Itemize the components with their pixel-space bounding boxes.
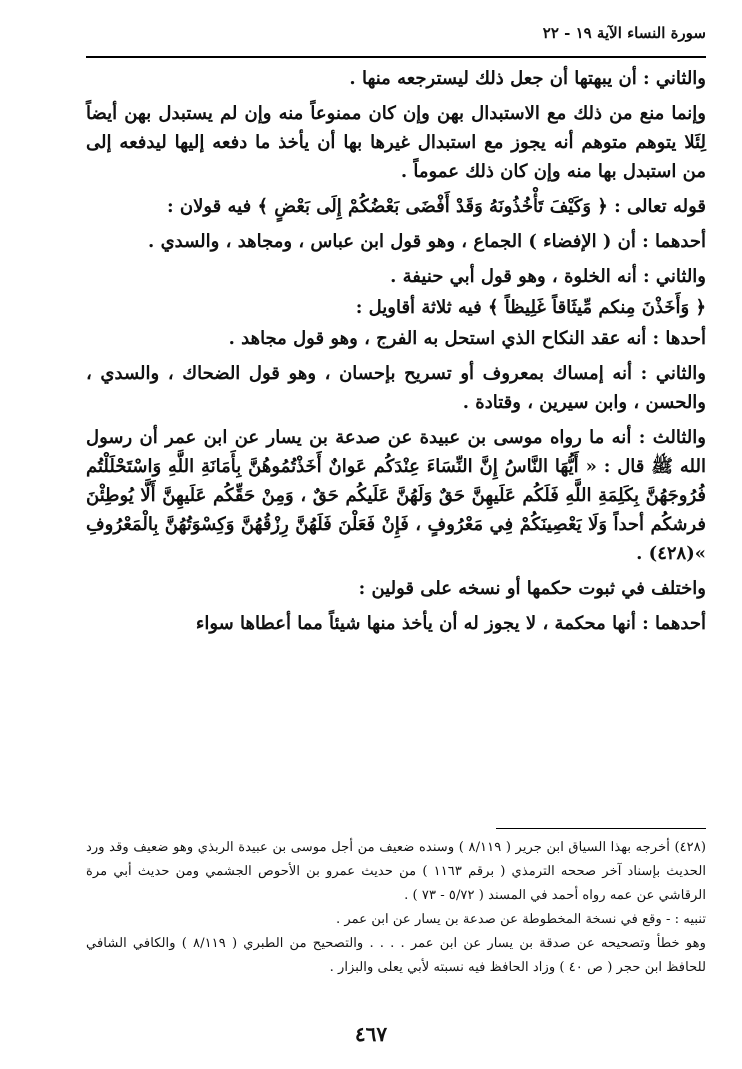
verse-paragraph: ﴿ وَأَخَذْنَ مِنكم مِّيثَاقاً غَلِيظاً ﴾ فيه ثلاثة أقاويل :	[355, 297, 706, 318]
paragraph: أحدها : أنه عقد النكاح الذي استحل به الفرج ، وهو قول مجاهد .	[228, 328, 706, 349]
page-number: ٤٦٧	[354, 1022, 388, 1046]
main-text	[86, 64, 706, 644]
footnotes	[86, 836, 706, 980]
paragraph: واختلف في ثبوت حكمها أو نسخه على قولين :	[358, 578, 706, 599]
paragraph: والثاني : أنه إمساك بمعروف أو تسريح بإحسان ، وهو قول الضحاك ، والسدي ، والحسن ، وابن سيرين ، وقتادة .	[86, 363, 706, 413]
footnote: تنبيه : - وقع في نسخة المخطوطة عن صدعة بن يسار عن ابن عمر .	[335, 912, 706, 927]
paragraph: وإنما منع من ذلك مع الاستبدال بهن وإن كان ممنوعاً منه وإن لم يستبدل بهن أيضاً لِئَلا يتوهم متوهم أنه يجوز مع استبدال غيرها بها أن يأخذ ما دفعه إليها ليدفعه إلى من استبدل بها منه وإن كان ذلك عموماً .	[86, 103, 706, 182]
footnote-divider	[496, 828, 706, 829]
footnote: (٤٢٨) أخرجه بهذا السياق ابن جرير ( ٨/١١٩ ) وسنده ضعيف من أجل موسى بن عبيدة الربذي وهو ضعيف وقد ورد الحديث بإسناد آخر صححه الترمذي ( برقم ١١٦٣ ) من حديث عمرو بن الأحوص الجشمي ومن حديث أبي مرة الرقاشي عن عمه رواه أحمد في المسند ( ٥/٧٢ - ٧٣ ) .	[86, 840, 706, 903]
footnote: وهو خطأ وتصحيحه عن صدقة بن يسار عن ابن عمر . . . . والتصحيح من الطبري ( ٨/١١٩ ) والكافي الشافي للحافظ ابن حجر ( ص ٤٠ ) وزاد الحافظ فيه نسبته لأبي يعلى والبزار .	[86, 936, 706, 975]
running-header	[86, 24, 706, 50]
header-divider	[86, 56, 706, 58]
paragraph: أحدهما : أن ( الإفضاء ) الجماع ، وهو قول ابن عباس ، ومجاهد ، والسدي .	[148, 231, 706, 252]
paragraph: أحدهما : أنها محكمة ، لا يجوز له أن يأخذ منها شيئاً مما أعطاها سواء	[195, 613, 706, 634]
verse-paragraph: قوله تعالى : ﴿ وَكَيْفَ تَأْخُذُونَهُ وَقَدْ أَفْضَى بَعْضُكُمْ إِلَى بَعْضٍ ﴾ فيه قولان :	[166, 196, 706, 217]
paragraph: والثاني : أن يبهتها أن جعل ذلك ليسترجعه منها .	[349, 68, 706, 89]
paragraph: والثاني : أنه الخلوة ، وهو قول أبي حنيفة .	[390, 266, 706, 287]
hadith-paragraph: والثالث : أنه ما رواه موسى بن عبيدة عن صدعة بن يسار عن ابن عمر أن رسول الله ﷺ قال : « أَيُّهَا النَّاسُ إِنَّ النِّسَاءَ عِنْدَكُم عَوانٌ أَخَذْتُمُوهُنَّ بِأَمَانَةِ اللَّهِ وَاسْتَحْلَلْتُم فُرُوجَهُنَّ بِكَلِمَةِ اللَّهِ فَلَكُم عَلَيهِنَّ حَقٌ وَلَهُنَّ عَلَيكُم حَقٌ ، وَمِنْ حَقِّكُم عَلَيهِنَّ أَلَّا يُوطِئْنَ فرشكُم أحداً وَلَا يَعْصِينَكُمْ فِي مَعْرُوفٍ ، فَإِنْ فَعَلْنَ فَلَهُنَّ رِزْقُهُنَّ وَكِسْوَتُهُنَّ بِالْمَعْرُوفِ »(٤٢٨) .	[86, 427, 706, 564]
header-title: سورة النساء الآية ١٩ - ٢٢	[542, 24, 706, 42]
